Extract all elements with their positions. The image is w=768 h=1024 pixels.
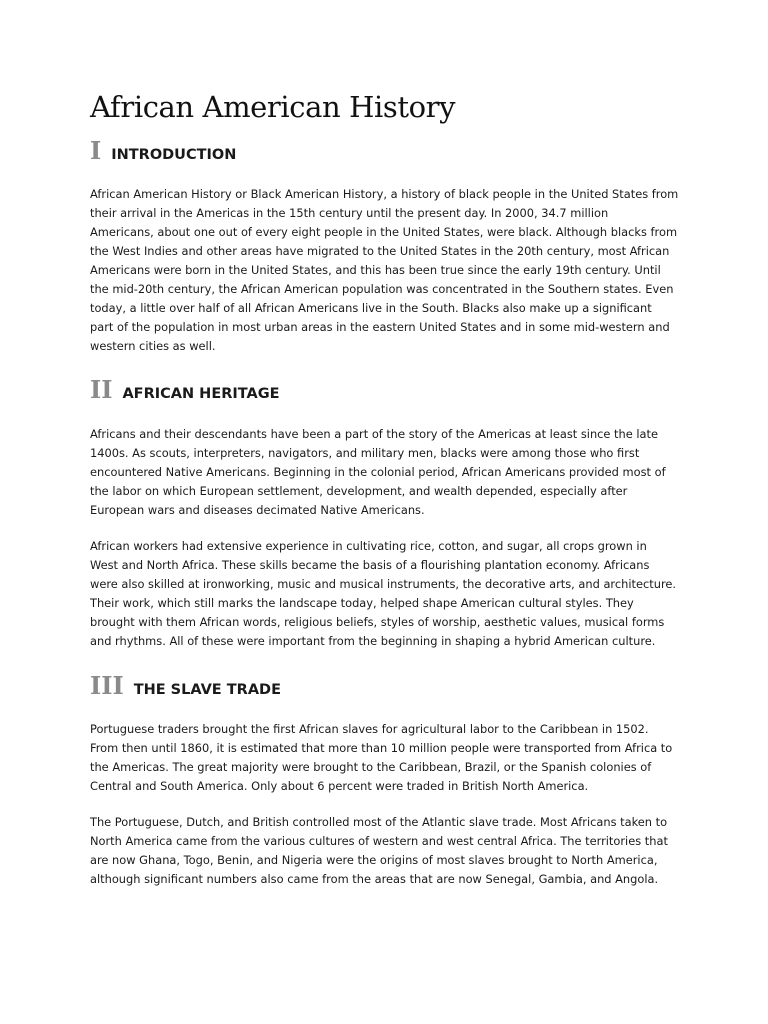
text-line: Their work, which still marks the landscape today, helped shape American cultural styles. They	[90, 596, 634, 610]
section-title: INTRODUCTION	[111, 147, 237, 163]
paragraph-introduction-1	[90, 185, 686, 356]
section-title: AFRICAN HERITAGE	[122, 386, 280, 402]
text-line: African workers had extensive experience in cultivating rice, cotton, and sugar, all crops grown in	[90, 539, 647, 553]
text-line: West and North Africa. These skills became the basis of a flourishing plantation economy. Africans	[90, 558, 650, 572]
paragraph-slave-trade-2	[90, 813, 686, 889]
text-line: western cities as well.	[90, 339, 216, 353]
text-line: Americans, about one out of every eight people in the United States, were black. Although blacks from	[90, 225, 678, 239]
text-line: Portuguese traders brought the first African slaves for agricultural labor to the Caribbean in 1502.	[90, 722, 649, 736]
section-heading-slave-trade	[90, 671, 281, 700]
text-line: European wars and diseases decimated Native Americans.	[90, 503, 425, 517]
paragraph-african-heritage-1	[90, 425, 686, 520]
text-line: their arrival in the Americas in the 15th century until the present day. In 2000, 34.7 million	[90, 206, 609, 220]
section-numeral: II	[90, 375, 113, 404]
text-line: the Americas. The great majority were brought to the Caribbean, Brazil, or the Spanish colonies of	[90, 760, 652, 774]
text-line: Americans were born in the United States, and this has been true since the early 19th century. Until	[90, 263, 661, 277]
text-line: part of the population in most urban areas in the eastern United States and in some mid-western and	[90, 320, 670, 334]
text-line: today, a little over half of all African Americans live in the South. Blacks also make up a significant	[90, 301, 652, 315]
text-line: 1400s. As scouts, interpreters, navigators, and military men, blacks were among those who first	[90, 446, 640, 460]
text-line: are now Ghana, Togo, Benin, and Nigeria were the origins of most slaves brought to North America,	[90, 853, 658, 867]
text-line: African American History or Black American History, a history of black people in the United States from	[90, 187, 679, 201]
text-line: North America came from the various cultures of western and west central Africa. The territories that	[90, 834, 668, 848]
text-line: were also skilled at ironworking, music and musical instruments, the decorative arts, and architecture.	[90, 577, 676, 591]
section-heading-african-heritage	[90, 375, 280, 404]
section-heading-introduction	[90, 136, 236, 165]
text-line: the mid-20th century, the African American population was concentrated in the Southern states. Even	[90, 282, 674, 296]
paragraph-african-heritage-2	[90, 537, 686, 651]
section-title: THE SLAVE TRADE	[133, 682, 281, 698]
text-line: and rhythms. All of these were important from the beginning in shaping a hybrid American culture.	[90, 634, 656, 648]
text-line: encountered Native Americans. Beginning in the colonial period, African Americans provided most of	[90, 465, 666, 479]
text-line: The Portuguese, Dutch, and British controlled most of the Atlantic slave trade. Most Africans taken to	[90, 815, 668, 829]
text-line: the West Indies and other areas have migrated to the United States in the 20th century, most African	[90, 244, 670, 258]
page-title: African American History	[90, 90, 456, 124]
text-line: Africans and their descendants have been a part of the story of the Americas at least since the late	[90, 427, 658, 441]
text-line: Central and South America. Only about 6 percent were traded in British North America.	[90, 779, 589, 793]
text-line: From then until 1860, it is estimated that more than 10 million people were transported from Africa to	[90, 741, 673, 755]
text-line: the labor on which European settlement, development, and wealth depended, especially after	[90, 484, 628, 498]
text-line: brought with them African words, religious beliefs, styles of worship, aesthetic values, musical forms	[90, 615, 665, 629]
paragraph-slave-trade-1	[90, 720, 686, 796]
text-line: although significant numbers also came from the areas that are now Senegal, Gambia, and Angola.	[90, 872, 659, 886]
section-numeral: III	[90, 671, 124, 700]
section-numeral: I	[90, 136, 102, 165]
